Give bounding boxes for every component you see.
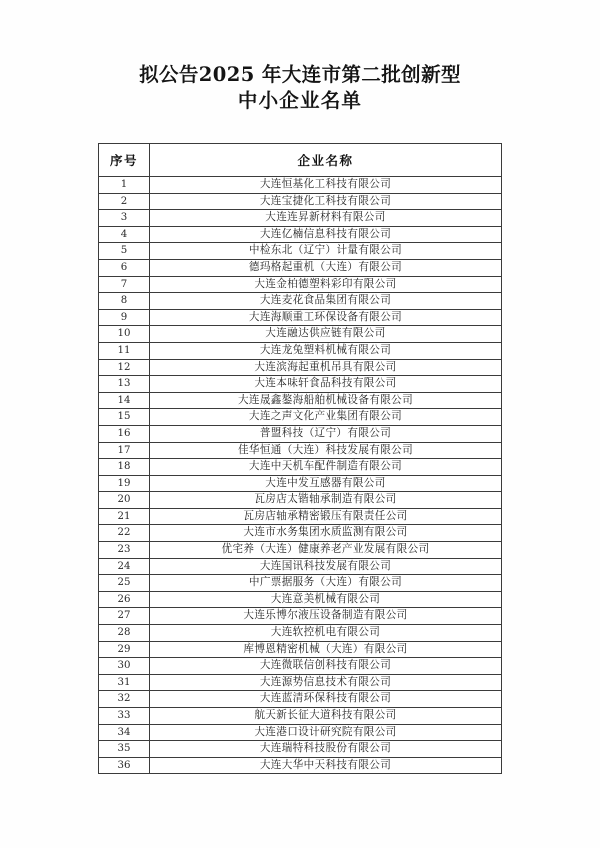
cell-index: 35 (99, 741, 150, 758)
cell-company-name: 大连乐博尔液压设备制造有限公司 (150, 608, 502, 625)
cell-index: 34 (99, 724, 150, 741)
cell-index: 14 (99, 392, 150, 409)
cell-company-name: 航天新长征大道科技有限公司 (150, 708, 502, 725)
cell-company-name: 大连融达供应链有限公司 (150, 326, 502, 343)
company-list-table-container (98, 143, 501, 774)
cell-index: 22 (99, 525, 150, 542)
page-title (0, 0, 600, 114)
table-row (99, 708, 502, 725)
table-row (99, 193, 502, 210)
cell-index: 21 (99, 508, 150, 525)
company-list-table (98, 143, 502, 774)
cell-index: 4 (99, 226, 150, 243)
cell-index: 11 (99, 342, 150, 359)
cell-index: 26 (99, 591, 150, 608)
table-row (99, 724, 502, 741)
table-row (99, 625, 502, 642)
table-row (99, 674, 502, 691)
table-row (99, 425, 502, 442)
cell-index: 12 (99, 359, 150, 376)
cell-company-name: 大连金柏德塑料彩印有限公司 (150, 276, 502, 293)
table-row (99, 276, 502, 293)
cell-company-name: 大连海顺重工环保设备有限公司 (150, 309, 502, 326)
table-row (99, 376, 502, 393)
cell-company-name: 大连蓝清环保科技有限公司 (150, 691, 502, 708)
cell-index: 24 (99, 558, 150, 575)
cell-company-name: 普盟科技（辽宁）有限公司 (150, 425, 502, 442)
column-header-index: 序号 (99, 144, 150, 177)
cell-company-name: 大连宝捷化工科技有限公司 (150, 193, 502, 210)
cell-company-name: 大连晟鑫鏊海船舶机械设备有限公司 (150, 392, 502, 409)
cell-index: 30 (99, 658, 150, 675)
table-row (99, 326, 502, 343)
cell-index: 3 (99, 210, 150, 227)
cell-company-name: 优宅养（大连）健康养老产业发展有限公司 (150, 542, 502, 559)
cell-company-name: 大连本味轩食品科技有限公司 (150, 376, 502, 393)
table-row (99, 210, 502, 227)
table-row (99, 359, 502, 376)
table-row (99, 525, 502, 542)
table-row (99, 558, 502, 575)
cell-index: 29 (99, 641, 150, 658)
cell-company-name: 大连连昇新材料有限公司 (150, 210, 502, 227)
cell-company-name: 大连国讯科技发展有限公司 (150, 558, 502, 575)
table-row (99, 575, 502, 592)
cell-index: 15 (99, 409, 150, 426)
cell-index: 36 (99, 757, 150, 774)
page-title-line-1: 拟公告2025 年大连市第二批创新型 (139, 63, 461, 86)
cell-company-name: 大连港口设计研究院有限公司 (150, 724, 502, 741)
cell-company-name: 瓦房店太锴轴承制造有限公司 (150, 492, 502, 509)
cell-company-name: 大连大华中天科技有限公司 (150, 757, 502, 774)
cell-index: 1 (99, 177, 150, 194)
cell-index: 33 (99, 708, 150, 725)
table-row (99, 259, 502, 276)
cell-company-name: 大连滨海起重机吊具有限公司 (150, 359, 502, 376)
cell-company-name: 大连中发互感器有限公司 (150, 475, 502, 492)
cell-company-name: 中广票据服务（大连）有限公司 (150, 575, 502, 592)
cell-company-name: 大连麦花食品集团有限公司 (150, 293, 502, 310)
cell-company-name: 大连恒基化工科技有限公司 (150, 177, 502, 194)
cell-index: 31 (99, 674, 150, 691)
cell-company-name: 大连亿楠信息科技有限公司 (150, 226, 502, 243)
cell-index: 17 (99, 442, 150, 459)
table-row (99, 475, 502, 492)
table-row (99, 591, 502, 608)
table-row (99, 492, 502, 509)
table-row (99, 608, 502, 625)
cell-index: 9 (99, 309, 150, 326)
cell-company-name: 中检东北（辽宁）计量有限公司 (150, 243, 502, 260)
cell-company-name: 大连市水务集团水质监测有限公司 (150, 525, 502, 542)
table-row (99, 757, 502, 774)
cell-company-name: 德玛格起重机（大连）有限公司 (150, 259, 502, 276)
cell-index: 23 (99, 542, 150, 559)
table-row (99, 658, 502, 675)
cell-index: 25 (99, 575, 150, 592)
table-row (99, 243, 502, 260)
table-row (99, 442, 502, 459)
cell-index: 16 (99, 425, 150, 442)
cell-company-name: 大连软控机电有限公司 (150, 625, 502, 642)
cell-company-name: 库博恩精密机械（大连）有限公司 (150, 641, 502, 658)
cell-index: 7 (99, 276, 150, 293)
table-body (99, 177, 502, 774)
table-row (99, 409, 502, 426)
table-row (99, 691, 502, 708)
table-row (99, 542, 502, 559)
cell-company-name: 佳华恒通（大连）科技发展有限公司 (150, 442, 502, 459)
cell-company-name: 大连源势信息技术有限公司 (150, 674, 502, 691)
cell-index: 19 (99, 475, 150, 492)
table-row (99, 177, 502, 194)
cell-index: 13 (99, 376, 150, 393)
cell-index: 20 (99, 492, 150, 509)
cell-company-name: 大连中天机车配件制造有限公司 (150, 459, 502, 476)
table-header-row (99, 144, 502, 177)
table-row (99, 293, 502, 310)
cell-company-name: 大连瑞特科技股份有限公司 (150, 741, 502, 758)
cell-company-name: 大连微联信创科技有限公司 (150, 658, 502, 675)
cell-index: 6 (99, 259, 150, 276)
table-row (99, 641, 502, 658)
cell-company-name: 大连龙兔塑料机械有限公司 (150, 342, 502, 359)
cell-index: 27 (99, 608, 150, 625)
cell-index: 18 (99, 459, 150, 476)
cell-company-name: 大连之声文化产业集团有限公司 (150, 409, 502, 426)
page-title-line-2: 中小企业名单 (237, 89, 363, 112)
cell-company-name: 瓦房店轴承精密锻压有限责任公司 (150, 508, 502, 525)
cell-company-name: 大连意美机械有限公司 (150, 591, 502, 608)
table-row (99, 342, 502, 359)
cell-index: 2 (99, 193, 150, 210)
cell-index: 28 (99, 625, 150, 642)
table-header (99, 144, 502, 177)
cell-index: 10 (99, 326, 150, 343)
cell-index: 8 (99, 293, 150, 310)
table-row (99, 741, 502, 758)
table-row (99, 226, 502, 243)
column-header-company-name: 企业名称 (150, 144, 502, 177)
table-row (99, 309, 502, 326)
table-row (99, 392, 502, 409)
cell-index: 5 (99, 243, 150, 260)
table-row (99, 508, 502, 525)
cell-index: 32 (99, 691, 150, 708)
table-row (99, 459, 502, 476)
